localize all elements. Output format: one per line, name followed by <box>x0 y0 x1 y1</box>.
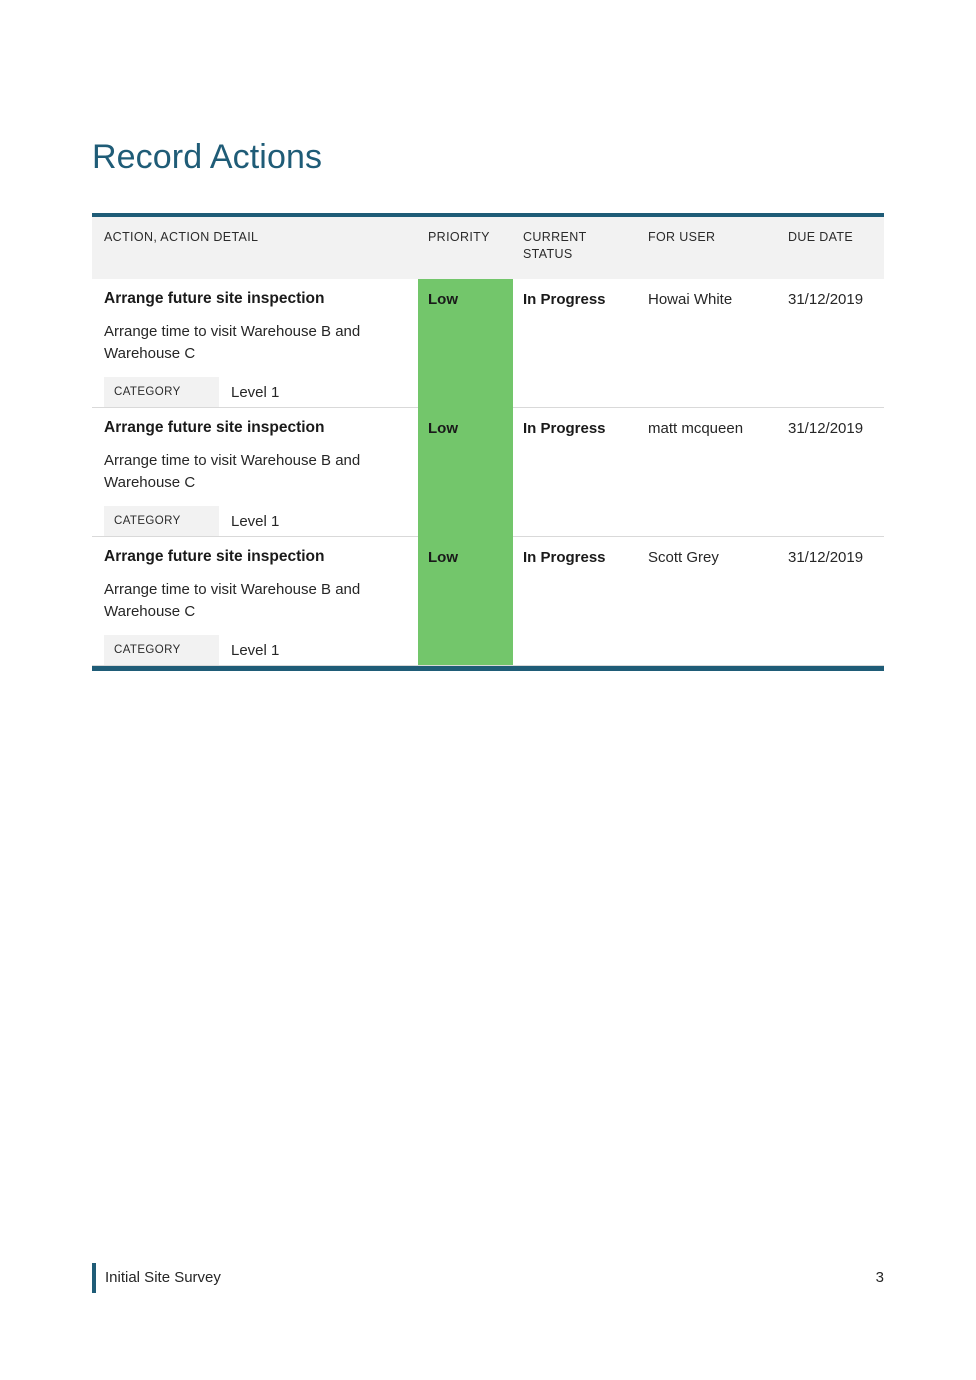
table-row[interactable] <box>92 279 884 408</box>
assigned-user: Scott Grey <box>648 549 719 566</box>
assigned-user: matt mcqueen <box>648 420 744 437</box>
column-header-due-date: DUE DATE <box>779 217 884 279</box>
table-bottom-border <box>92 666 884 671</box>
cell-current-status <box>513 537 639 666</box>
actions-table <box>92 217 884 665</box>
status-badge: In Progress <box>523 549 606 566</box>
cell-for-user <box>639 279 779 408</box>
status-badge: In Progress <box>523 420 606 437</box>
table-header-row <box>92 217 884 279</box>
status-badge: In Progress <box>523 291 606 308</box>
category-label: CATEGORY <box>104 635 219 665</box>
action-title: Arrange future site inspection <box>104 290 325 307</box>
footer-page-number: 3 <box>875 1269 884 1286</box>
cell-current-status <box>513 279 639 408</box>
table-body <box>92 279 884 665</box>
cell-for-user <box>639 408 779 537</box>
due-date-value: 31/12/2019 <box>788 291 864 308</box>
cell-priority <box>418 537 513 666</box>
cell-action <box>92 408 418 537</box>
column-header-status: CURRENT STATUS <box>513 217 639 279</box>
column-header-user: FOR USER <box>639 217 779 279</box>
action-detail: Arrange time to visit Warehouse B and Warehouse C <box>104 323 361 362</box>
record-actions-table <box>92 213 884 671</box>
action-detail: Arrange time to visit Warehouse B and Warehouse C <box>104 581 361 620</box>
page-title: Record Actions <box>92 138 323 176</box>
assigned-user: Howai White <box>648 291 733 308</box>
cell-action <box>92 279 418 408</box>
cell-due-date <box>779 408 884 537</box>
category-value: Level 1 <box>231 641 280 659</box>
table-row[interactable] <box>92 537 884 666</box>
due-date-value: 31/12/2019 <box>788 549 864 566</box>
action-detail: Arrange time to visit Warehouse B and Warehouse C <box>104 452 361 491</box>
table-header <box>92 217 884 279</box>
table-row[interactable] <box>92 408 884 537</box>
priority-badge: Low <box>428 419 458 437</box>
cell-due-date <box>779 279 884 408</box>
page-footer <box>92 1263 884 1297</box>
cell-current-status <box>513 408 639 537</box>
category-label: CATEGORY <box>104 506 219 536</box>
category-row <box>104 506 408 536</box>
category-value: Level 1 <box>231 383 280 401</box>
priority-badge: Low <box>428 548 458 566</box>
category-row <box>104 377 408 407</box>
category-value: Level 1 <box>231 512 280 530</box>
cell-action <box>92 537 418 666</box>
column-header-action: ACTION, ACTION DETAIL <box>92 217 418 279</box>
due-date-value: 31/12/2019 <box>788 420 864 437</box>
cell-due-date <box>779 537 884 666</box>
priority-badge: Low <box>428 291 458 308</box>
column-header-priority: PRIORITY <box>418 217 513 279</box>
action-title: Arrange future site inspection <box>104 548 325 565</box>
footer-document-name: Initial Site Survey <box>105 1269 221 1286</box>
cell-priority <box>418 408 513 537</box>
category-row <box>104 635 408 665</box>
cell-priority <box>418 279 513 408</box>
cell-for-user <box>639 537 779 666</box>
footer-accent-bar <box>92 1263 96 1293</box>
category-label: CATEGORY <box>104 377 219 407</box>
action-title: Arrange future site inspection <box>104 419 325 436</box>
